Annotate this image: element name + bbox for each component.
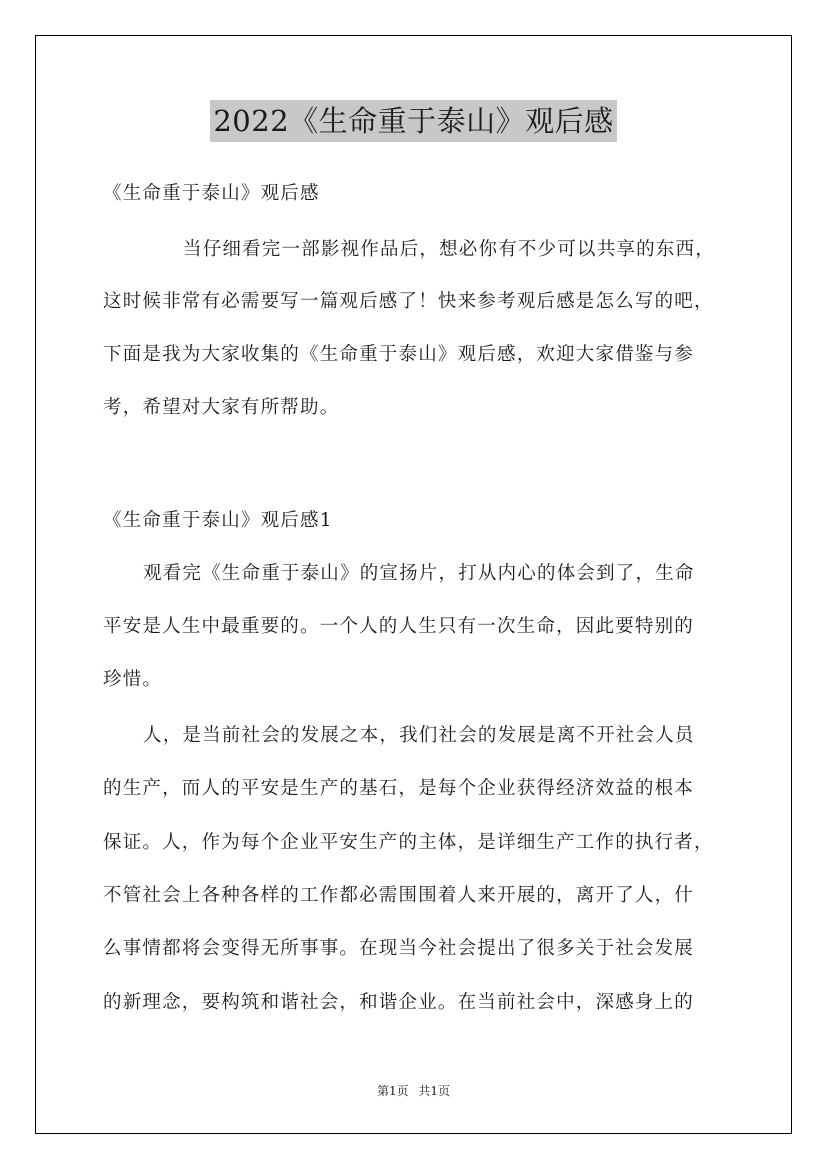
intro-line: 下面是我为大家收集的《生命重于泰山》观后感，欢迎大家借鉴与参 [103, 344, 695, 365]
section-heading: 《生命重于泰山》观后感1 [103, 510, 333, 531]
document-subtitle: 《生命重于泰山》观后感 [103, 183, 320, 204]
paragraph-line: 么事情都将会变得无所事事。在现当今社会提出了很多关于社会发展 [103, 938, 695, 959]
intro-line: 这时候非常有必需要写一篇观后感了！快来参考观后感是怎么写的吧， [103, 291, 714, 312]
paragraph-line: 的生产，而人的平安是生产的基石，是每个企业获得经济效益的根本 [103, 778, 695, 799]
paragraph-line: 平安是人生中最重要的。一个人的人生只有一次生命，因此要特别的 [103, 616, 695, 637]
paragraph-line: 的新理念，要构筑和谐社会，和谐企业。在当前社会中，深感身上的 [103, 992, 695, 1013]
page-footer [0, 1083, 827, 1099]
page-total: 共1页 [418, 1084, 451, 1098]
intro-line: 当仔细看完一部影视作品后，想必你有不少可以共享的东西， [183, 239, 715, 260]
paragraph-line: 人，是当前社会的发展之本，我们社会的发展是离不开社会人员 [143, 725, 695, 746]
title-container [0, 100, 827, 142]
page-number: 第1页 [376, 1084, 409, 1098]
paragraph-line: 珍惜。 [103, 669, 163, 690]
intro-line: 考，希望对大家有所帮助。 [103, 397, 340, 418]
document-title: 2022《生命重于泰山》观后感 [210, 100, 616, 142]
paragraph-line: 保证。人，作为每个企业平安生产的主体，是详细生产工作的执行者， [103, 832, 714, 853]
paragraph-line: 观看完《生命重于泰山》的宣扬片，打从内心的体会到了，生命 [143, 563, 695, 584]
paragraph-line: 不管社会上各种各样的工作都必需围围着人来开展的，离开了人，什 [103, 885, 695, 906]
